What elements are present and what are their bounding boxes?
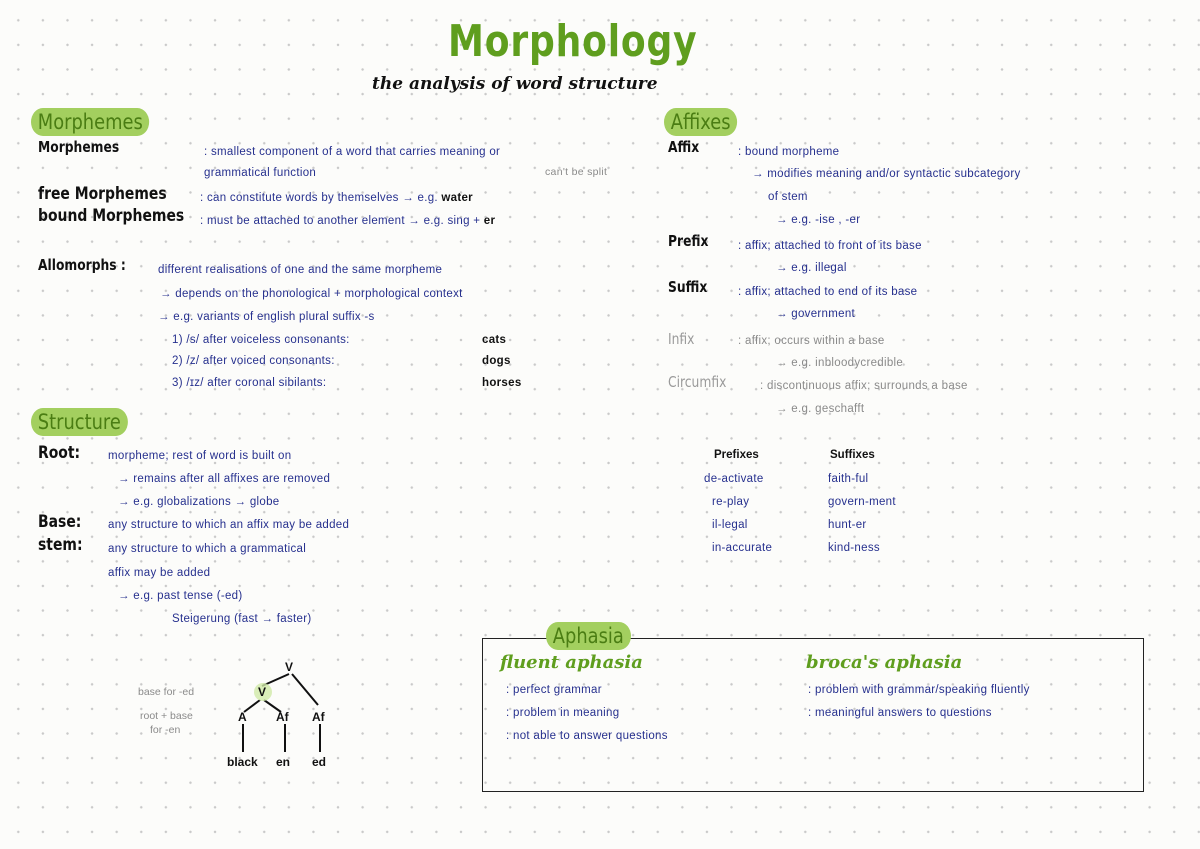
- table-suffix: govern-ment: [828, 496, 896, 508]
- base-term: Base:: [38, 512, 82, 532]
- tree-word-ed: ed: [312, 755, 327, 769]
- suffix-def: : affix; attached to end of its base: [738, 286, 918, 298]
- allomorph-item: 2) /z/ after voiced consonants:: [172, 355, 335, 367]
- circumfix-def: : discontinuous affix; surrounds a base: [760, 380, 968, 392]
- affix-line2: → modifies meaning and/or syntactic subcategory: [752, 168, 1021, 180]
- tree-note-base: base for -ed: [138, 686, 195, 698]
- table-suffix: hunt-er: [828, 519, 867, 531]
- root-line2: → remains after all affixes are removed: [118, 473, 331, 485]
- affix-term: Affix: [668, 138, 700, 156]
- circumfix-term: Circumfix: [668, 373, 727, 391]
- morphemes-heading: Morphemes: [31, 108, 150, 136]
- circumfix-eg: → e.g. geschafft: [776, 403, 865, 415]
- free-morphemes-def: : can constitute words by themselves → e.g. water: [200, 192, 473, 204]
- tree-note-for-en: for -en: [150, 724, 181, 736]
- affix-line3: of stem: [768, 191, 808, 203]
- root-term: Root:: [38, 443, 81, 463]
- table-suffix: faith-ful: [828, 473, 869, 485]
- tree-note-root: root + base: [140, 710, 193, 722]
- infix-def: : affix; occurs within a base: [738, 335, 885, 347]
- affix-line4: → e.g. -ise , -er: [776, 214, 861, 226]
- morphemes-term: Morphemes: [38, 138, 120, 156]
- stem-term: stem:: [38, 535, 83, 555]
- prefix-def: : affix; attached to front of its base: [738, 240, 922, 252]
- affix-line1: : bound morpheme: [738, 146, 840, 158]
- infix-eg: → e.g. inbloodycredible: [776, 357, 904, 369]
- broca-item: : meaningful answers to questions: [808, 707, 992, 719]
- broca-item: : problem with grammar/speaking fluently: [808, 684, 1030, 696]
- fluent-item: : problem in meaning: [506, 707, 620, 719]
- table-prefix: in-accurate: [712, 542, 773, 554]
- table-prefix: de-activate: [704, 473, 764, 485]
- base-def: any structure to which an affix may be added: [108, 519, 350, 531]
- tree-node-a: A: [238, 710, 247, 724]
- stem-line3: → e.g. past tense (-ed): [118, 590, 243, 602]
- tree-node-af1: Af: [276, 710, 289, 724]
- tree-node-v-mid: V: [258, 685, 267, 699]
- affixes-heading: Affixes: [664, 108, 737, 136]
- table-header-prefixes: Prefixes: [714, 449, 759, 461]
- tree-node-v-top: V: [285, 660, 294, 674]
- tree-word-black: black: [227, 755, 258, 769]
- page-title: Morphology: [448, 16, 698, 67]
- bound-morphemes-def: : must be attached to another element → e.g. sing + er: [200, 215, 496, 227]
- table-prefix: il-legal: [712, 519, 748, 531]
- suffix-term: Suffix: [668, 278, 708, 296]
- root-line3: → e.g. globalizations → globe: [118, 496, 280, 508]
- suffix-eg: → government: [776, 308, 856, 320]
- infix-term: Infix: [668, 330, 695, 348]
- aphasia-heading: Aphasia: [546, 622, 631, 650]
- table-header-suffixes: Suffixes: [830, 449, 875, 461]
- fluent-aphasia-title: fluent aphasia: [500, 652, 643, 673]
- cant-split-note: can't be split: [545, 166, 608, 178]
- allomorph-item: 1) /s/ after voiceless consonants:: [172, 334, 350, 346]
- prefix-term: Prefix: [668, 232, 709, 250]
- allomorphs-line1: different realisations of one and the same morpheme: [158, 264, 443, 276]
- tree-node-af2: Af: [312, 710, 325, 724]
- table-prefix: re-play: [712, 496, 750, 508]
- page-subtitle: the analysis of word structure: [372, 74, 658, 94]
- stem-line2: affix may be added: [108, 567, 211, 579]
- free-morphemes-term: free Morphemes: [38, 184, 167, 204]
- allomorphs-term: Allomorphs :: [38, 256, 126, 274]
- bound-morphemes-term: bound Morphemes: [38, 206, 185, 226]
- allomorph-item: 3) /ɪz/ after coronal sibilants:: [172, 377, 327, 389]
- fluent-item: : perfect grammar: [506, 684, 602, 696]
- allomorphs-line2: → depends on the phonological + morphological context: [160, 288, 463, 300]
- table-suffix: kind-ness: [828, 542, 880, 554]
- morphemes-def-line1: : smallest component of a word that carries meaning or: [204, 146, 501, 158]
- prefix-eg: → e.g. illegal: [776, 262, 847, 274]
- allomorphs-line3: → e.g. variants of english plural suffix -s: [158, 311, 375, 323]
- allomorph-word: cats: [482, 334, 507, 346]
- stem-line4: Steigerung (fast → faster): [172, 613, 312, 625]
- tree-word-en: en: [276, 755, 291, 769]
- morphemes-def-line2: grammatical function: [204, 167, 317, 179]
- broca-aphasia-title: broca's aphasia: [806, 652, 963, 673]
- root-line1: morpheme; rest of word is built on: [108, 450, 292, 462]
- fluent-item: : not able to answer questions: [506, 730, 668, 742]
- allomorph-word: horses: [482, 377, 522, 389]
- structure-heading: Structure: [31, 408, 128, 436]
- stem-line1: any structure to which a grammatical: [108, 543, 307, 555]
- allomorph-word: dogs: [482, 355, 511, 367]
